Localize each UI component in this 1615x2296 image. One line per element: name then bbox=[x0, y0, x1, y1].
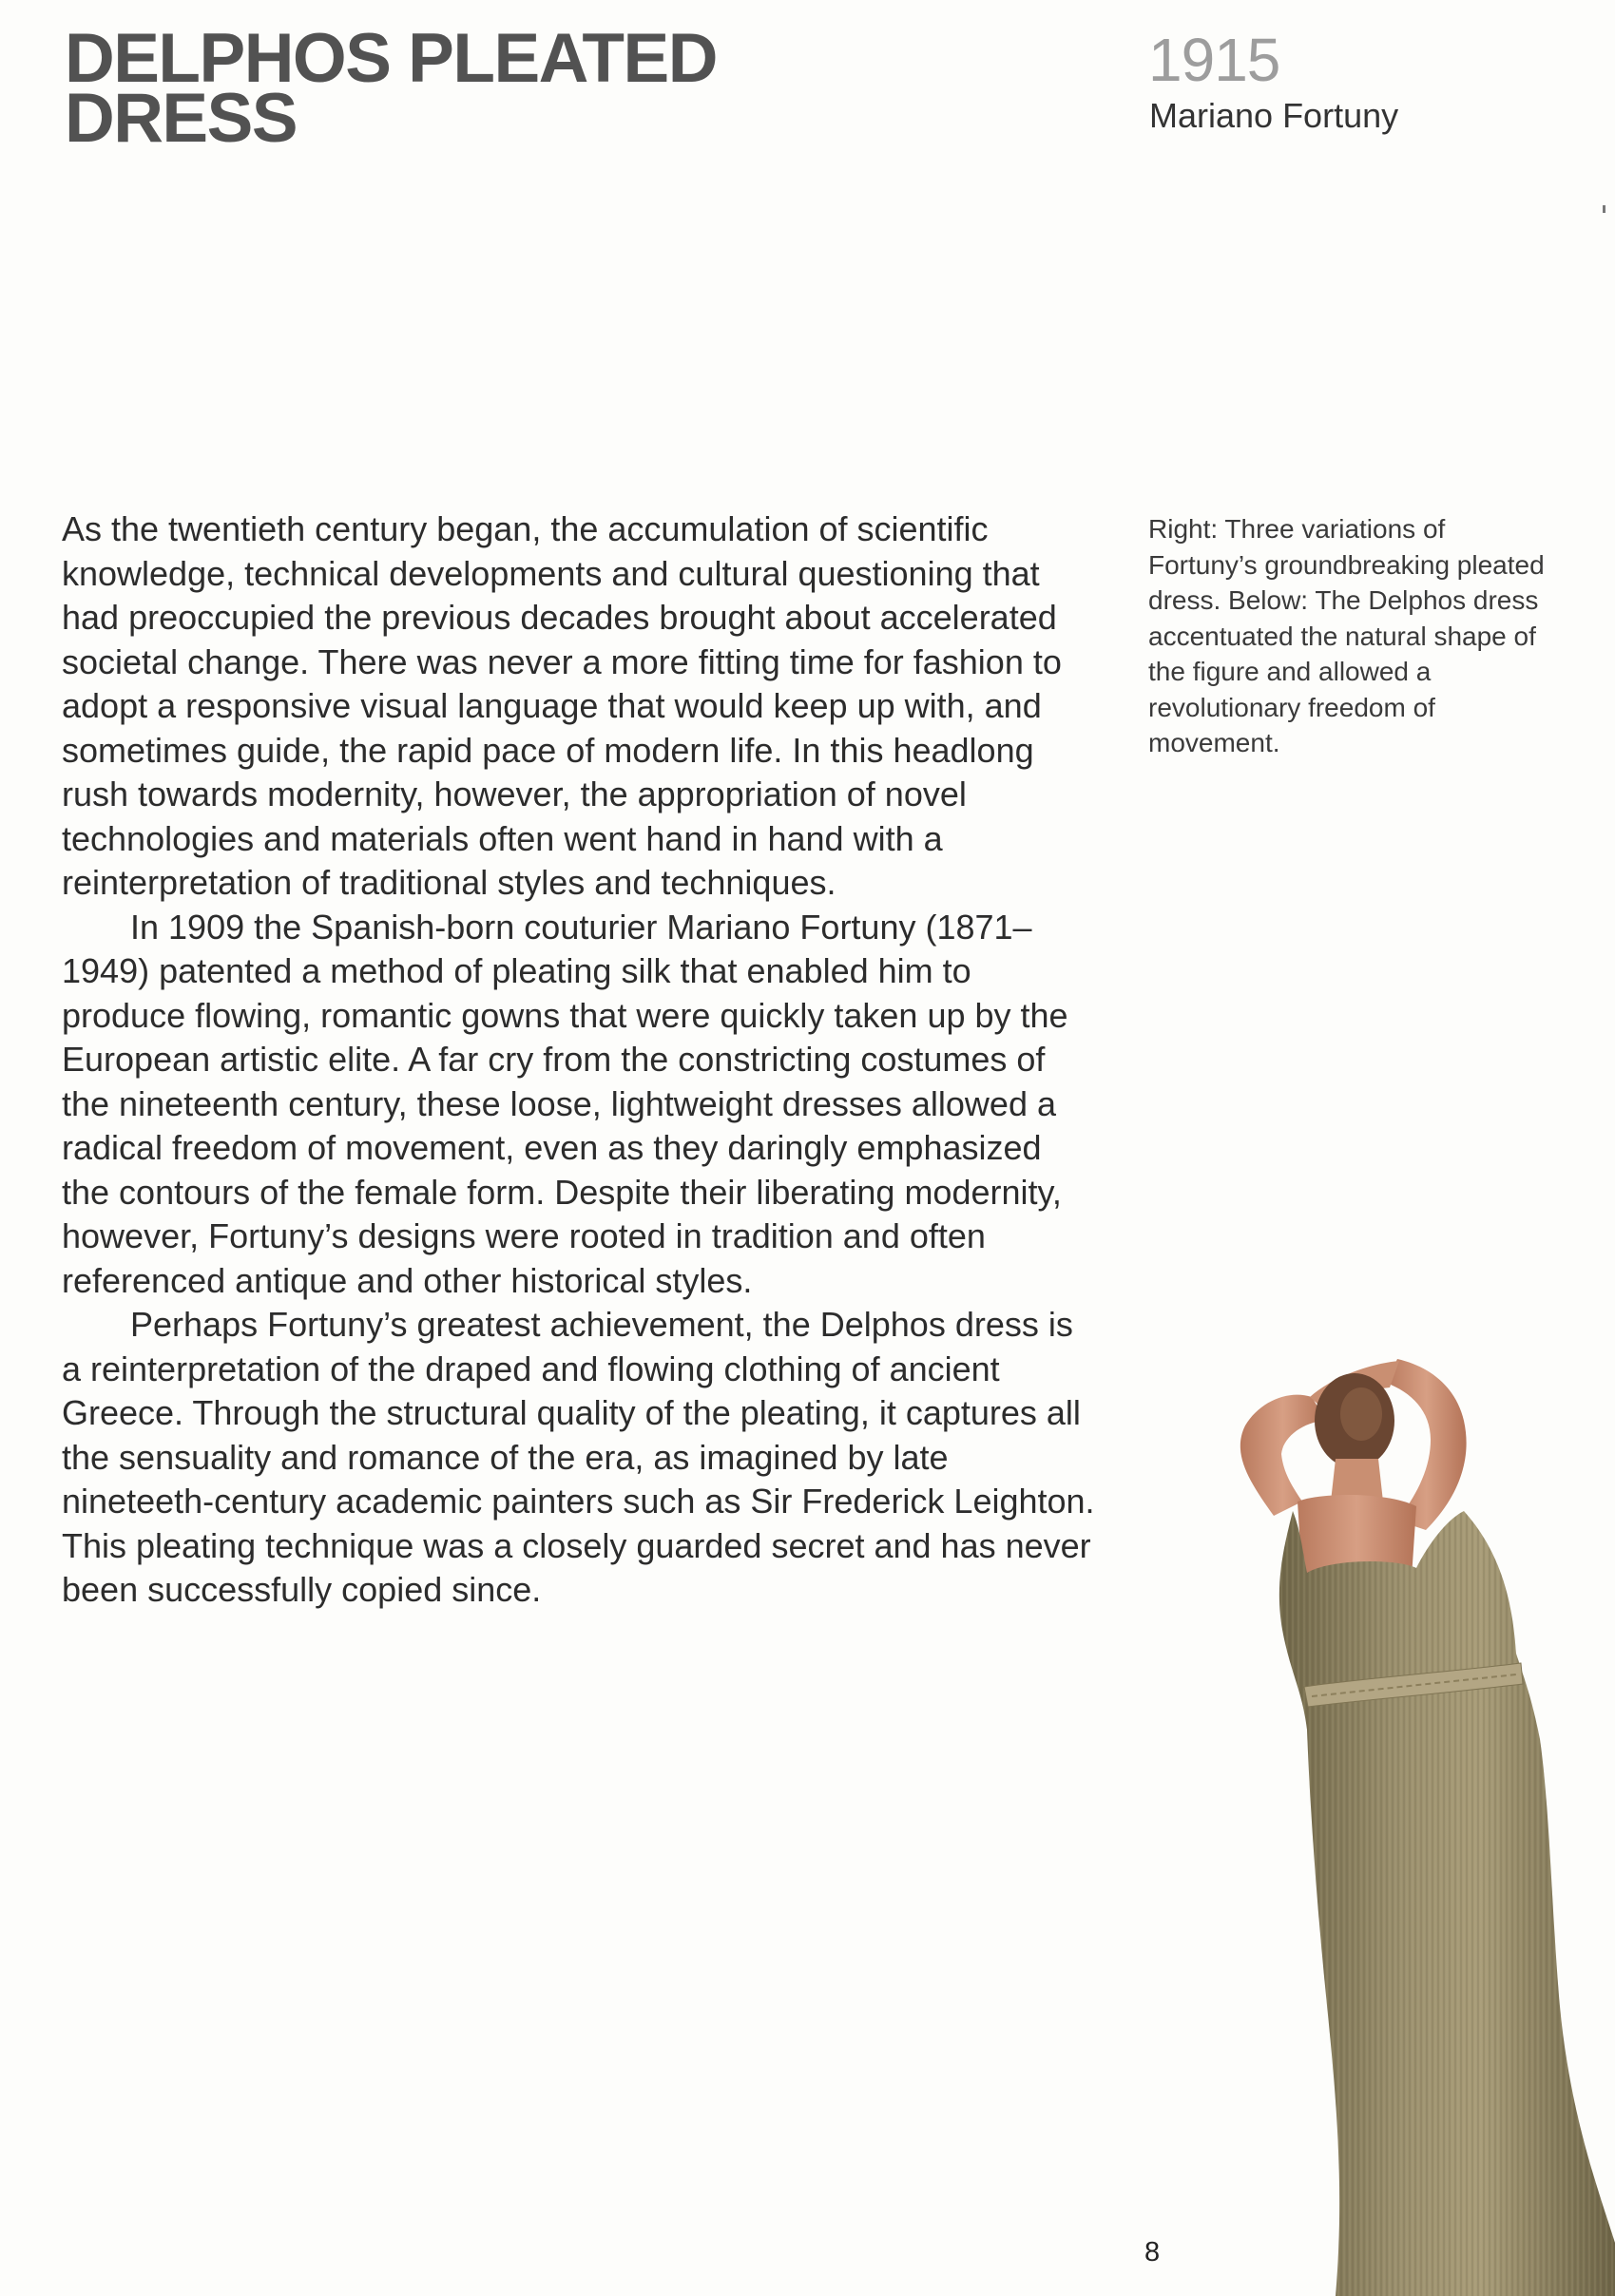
model-figure-illustration bbox=[1141, 1330, 1615, 2296]
title-line-1: DELPHOS PLEATED bbox=[65, 20, 717, 97]
paragraph-2: In 1909 the Spanish-born couturier Mariano Fortuny (1871–1949) patented a method of pleating silk that enabled him to produce flowing, romantic gowns that were quickly taken up by the European artistic elite. A far cry from the constricting costumes of the nineteenth century, these loose, lightweight dresses allowed a radical freedom of movement, even as they daringly emphasized the contours of the female form. Despite their liberating modernity, however, Fortuny’s designs were rooted in tradition and often referenced antique and other historical styles. bbox=[62, 907, 1068, 1300]
page-title bbox=[65, 20, 717, 157]
body-text bbox=[62, 507, 1098, 1613]
paragraph-3: Perhaps Fortuny’s greatest achievement, the Delphos dress is a reinterpretation of the draped and flowing clothing of ancient Greece. Through the structural quality of the pleating, it captures all the sensuality and romance of the era, as imagined by late nineteeth-century academic painters such as Sir Frederick Leighton. This pleating technique was a closely guarded secret and has never been successfully copied since. bbox=[62, 1305, 1095, 1609]
designer-name: Mariano Fortuny bbox=[1149, 96, 1399, 135]
paragraph-1: As the twentieth century began, the accumulation of scientific knowledge, technical developments and cultural questioning that had preoccupied the previous decades brought about accelerated societal change. There was never a more fitting time for fashion to adopt a responsive visual language that would keep up with, and sometimes guide, the rapid pace of modern life. In this headlong rush towards modernity, however, the appropriation of novel technologies and materials often went hand in hand with a reinterpretation of traditional styles and techniques. bbox=[62, 509, 1062, 902]
page-number: 8 bbox=[1144, 2237, 1161, 2267]
title-line-2: DRESS bbox=[65, 80, 298, 157]
figure-caption: Right: Three variations of Fortuny’s groundbreaking pleated dress. Below: The Delphos dress accentuated the natural shape of the figure and allowed a revolutionary freedom of movement. bbox=[1148, 514, 1545, 757]
delphos-dress-photo bbox=[1141, 1330, 1615, 2296]
scan-speck bbox=[1603, 205, 1605, 213]
hair-highlight bbox=[1340, 1387, 1382, 1441]
year-label: 1915 bbox=[1148, 26, 1280, 94]
